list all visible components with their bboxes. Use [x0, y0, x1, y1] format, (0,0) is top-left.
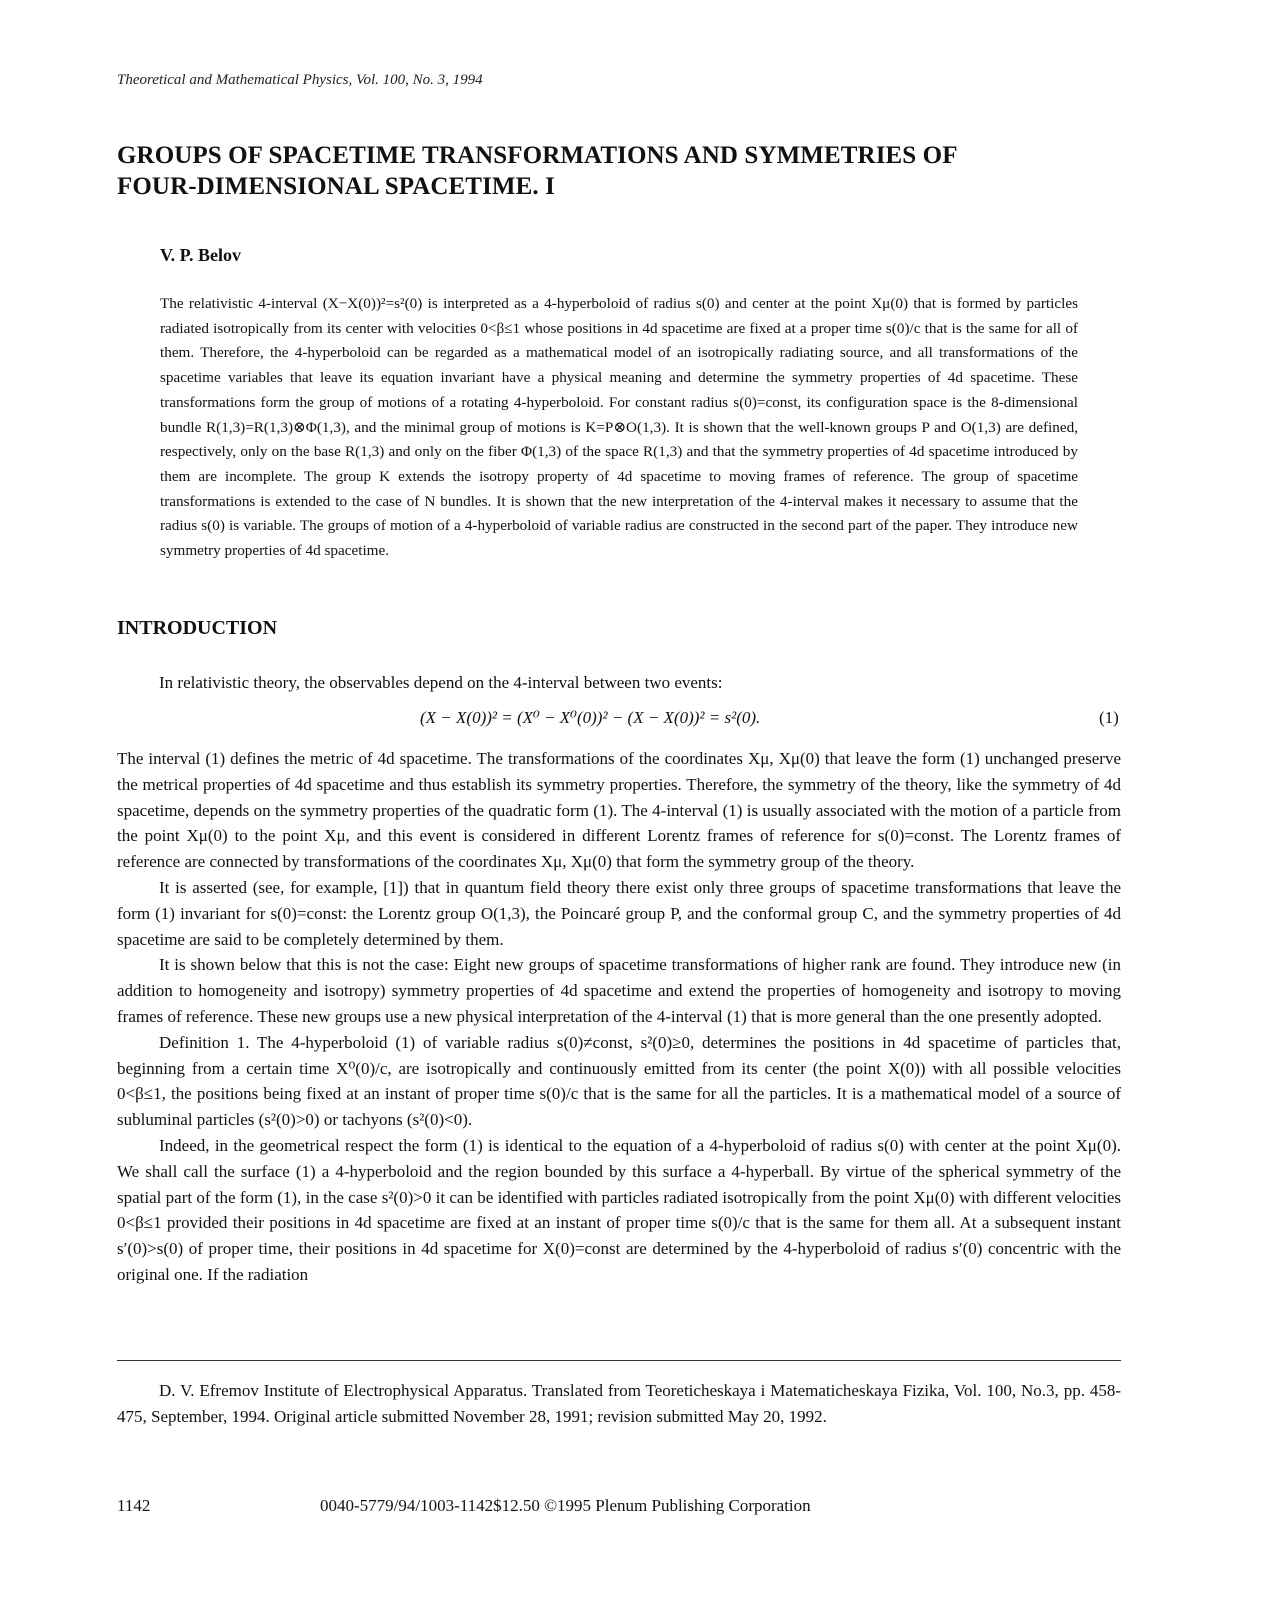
journal-header: Theoretical and Mathematical Physics, Vol. 100, No. 3, 1994	[117, 72, 483, 88]
introduction-body	[117, 746, 1121, 1288]
paragraph: It is asserted (see, for example, [1]) that in quantum field theory there exist only three groups of spacetime transformations that leave the form (1) invariant for s(0)=const: the Lorentz group O(1,3), the Poincaré group P, and the conformal group C, and the symmetry properties of 4d spacetime are said to be completely determined by them.	[117, 877, 1121, 949]
equation-1: (X − X(0))² = (X⁰ − X⁰(0))² − (X − X(0))² = s²(0).	[420, 708, 761, 727]
author-name: V. P. Belov	[160, 245, 242, 265]
abstract: The relativistic 4-interval (X−X(0))²=s²(0) is interpreted as a 4-hyperboloid of radius s(0) and center at the point Xμ(0) that is formed by particles radiated isotropically from its center with velocities 0<β≤1 whose positions in 4d spacetime are fixed at a proper time s(0)/c that is the same for all of them. Therefore, the 4-hyperboloid can be regarded as a mathematical model of an isotropically radiating source, and all transformations of the spacetime variables that leave its equation invariant have a physical meaning and determine the symmetry properties of 4d spacetime. These transformations form the group of motions of a rotating 4-hyperboloid. For constant radius s(0)=const, its configuration space is the 8-dimensional bundle R(1,3)=R(1,3)⊗Φ(1,3), and the minimal group of motions is K=P⊗O(1,3). It is shown that the well-known groups P and O(1,3) are defined, respectively, only on the base R(1,3) and only on the fiber Φ(1,3) of the space R(1,3) and that the symmetry properties of 4d spacetime introduced by them are incomplete. The group K extends the isotropy property of 4d spacetime to moving frames of reference. The group of spacetime transformations is extended to the case of N bundles. It is shown that the new interpretation of the 4-interval makes it necessary to assume that the radius s(0) is variable. The groups of motion of a 4-hyperboloid of variable radius are constructed in the second part of the paper. They introduce new symmetry properties of 4d spacetime.	[160, 295, 1078, 560]
paragraph: The interval (1) defines the metric of 4d spacetime. The transformations of the coordinates Xμ, Xμ(0) that leave the form (1) unchanged preserve the metrical properties of 4d spacetime and thus establish its symmetry properties. Therefore, the symmetry of the theory, like the symmetry of 4d spacetime, depends on the symmetry properties of the quadratic form (1). The 4-interval (1) is usually associated with the motion of a particle from the point Xμ(0) to the point Xμ, and this event is considered in different Lorentz frames of reference for s(0)=const. The Lorentz frames of reference are connected by transformations of the coordinates Xμ, Xμ(0) that form the symmetry group of the theory.	[117, 749, 1121, 872]
footnote: D. V. Efremov Institute of Electrophysical Apparatus. Translated from Teoreticheskaya i Matematicheskaya Fizika, Vol. 100, No.3, pp. 458-475, September, 1994. Original article submitted November 28, 1991; revision submitted May 20, 1992.	[117, 1381, 1121, 1426]
intro-lead-paragraph: In relativistic theory, the observables depend on the 4-interval between two events:	[159, 673, 723, 692]
paragraph: Indeed, in the geometrical respect the form (1) is identical to the equation of a 4-hyperboloid of radius s(0) with center at the point Xμ(0). We shall call the surface (1) a 4-hyperboloid and the region bounded by this surface a 4-hyperball. By virtue of the spherical symmetry of the spatial part of the form (1), in the case s²(0)>0 it can be identified with particles radiated isotropically from the point Xμ(0) with different velocities 0<β≤1 provided their positions in 4d spacetime are fixed at an instant of proper time s(0)/c that is the same for them all. At a subsequent instant s′(0)>s(0) of proper time, their positions in 4d spacetime for X(0)=const are determined by the 4-hyperboloid of radius s′(0) concentric with the original one. If the radiation	[117, 1135, 1121, 1284]
paragraph: It is shown below that this is not the case: Eight new groups of spacetime transformations of higher rank are found. They introduce new (in addition to homogeneity and isotropy) symmetry properties of 4d spacetime and extend the properties of homogeneity and isotropy to moving frames of reference. These new groups use a new physical interpretation of the 4-interval (1) that is more general than the one presently adopted.	[117, 955, 1121, 1026]
definition-paragraph: Definition 1. The 4-hyperboloid (1) of variable radius s(0)≠const, s²(0)≥0, determines the positions in 4d spacetime of particles that, beginning from a certain time X⁰(0)/c, are isotropically and continuously emitted from its center (the point X(0)) with all possible velocities 0<β≤1, the positions being fixed at an instant of proper time s(0)/c that is the same for all the particles. It is a mathematical model of a source of subluminal particles (s²(0)>0) or tachyons (s²(0)<0).	[117, 1032, 1121, 1130]
page-number: 1142	[117, 1496, 151, 1515]
article-title: GROUPS OF SPACETIME TRANSFORMATIONS AND SYMMETRIES OF FOUR-DIMENSIONAL SPACETIME. I	[117, 142, 957, 200]
copyright-line: 0040-5779/94/1003-1142$12.50 ©1995 Plenum Publishing Corporation	[320, 1496, 811, 1515]
equation-number: (1)	[1099, 708, 1119, 727]
footnote-divider	[117, 1360, 1121, 1361]
section-heading-introduction: INTRODUCTION	[117, 617, 278, 639]
